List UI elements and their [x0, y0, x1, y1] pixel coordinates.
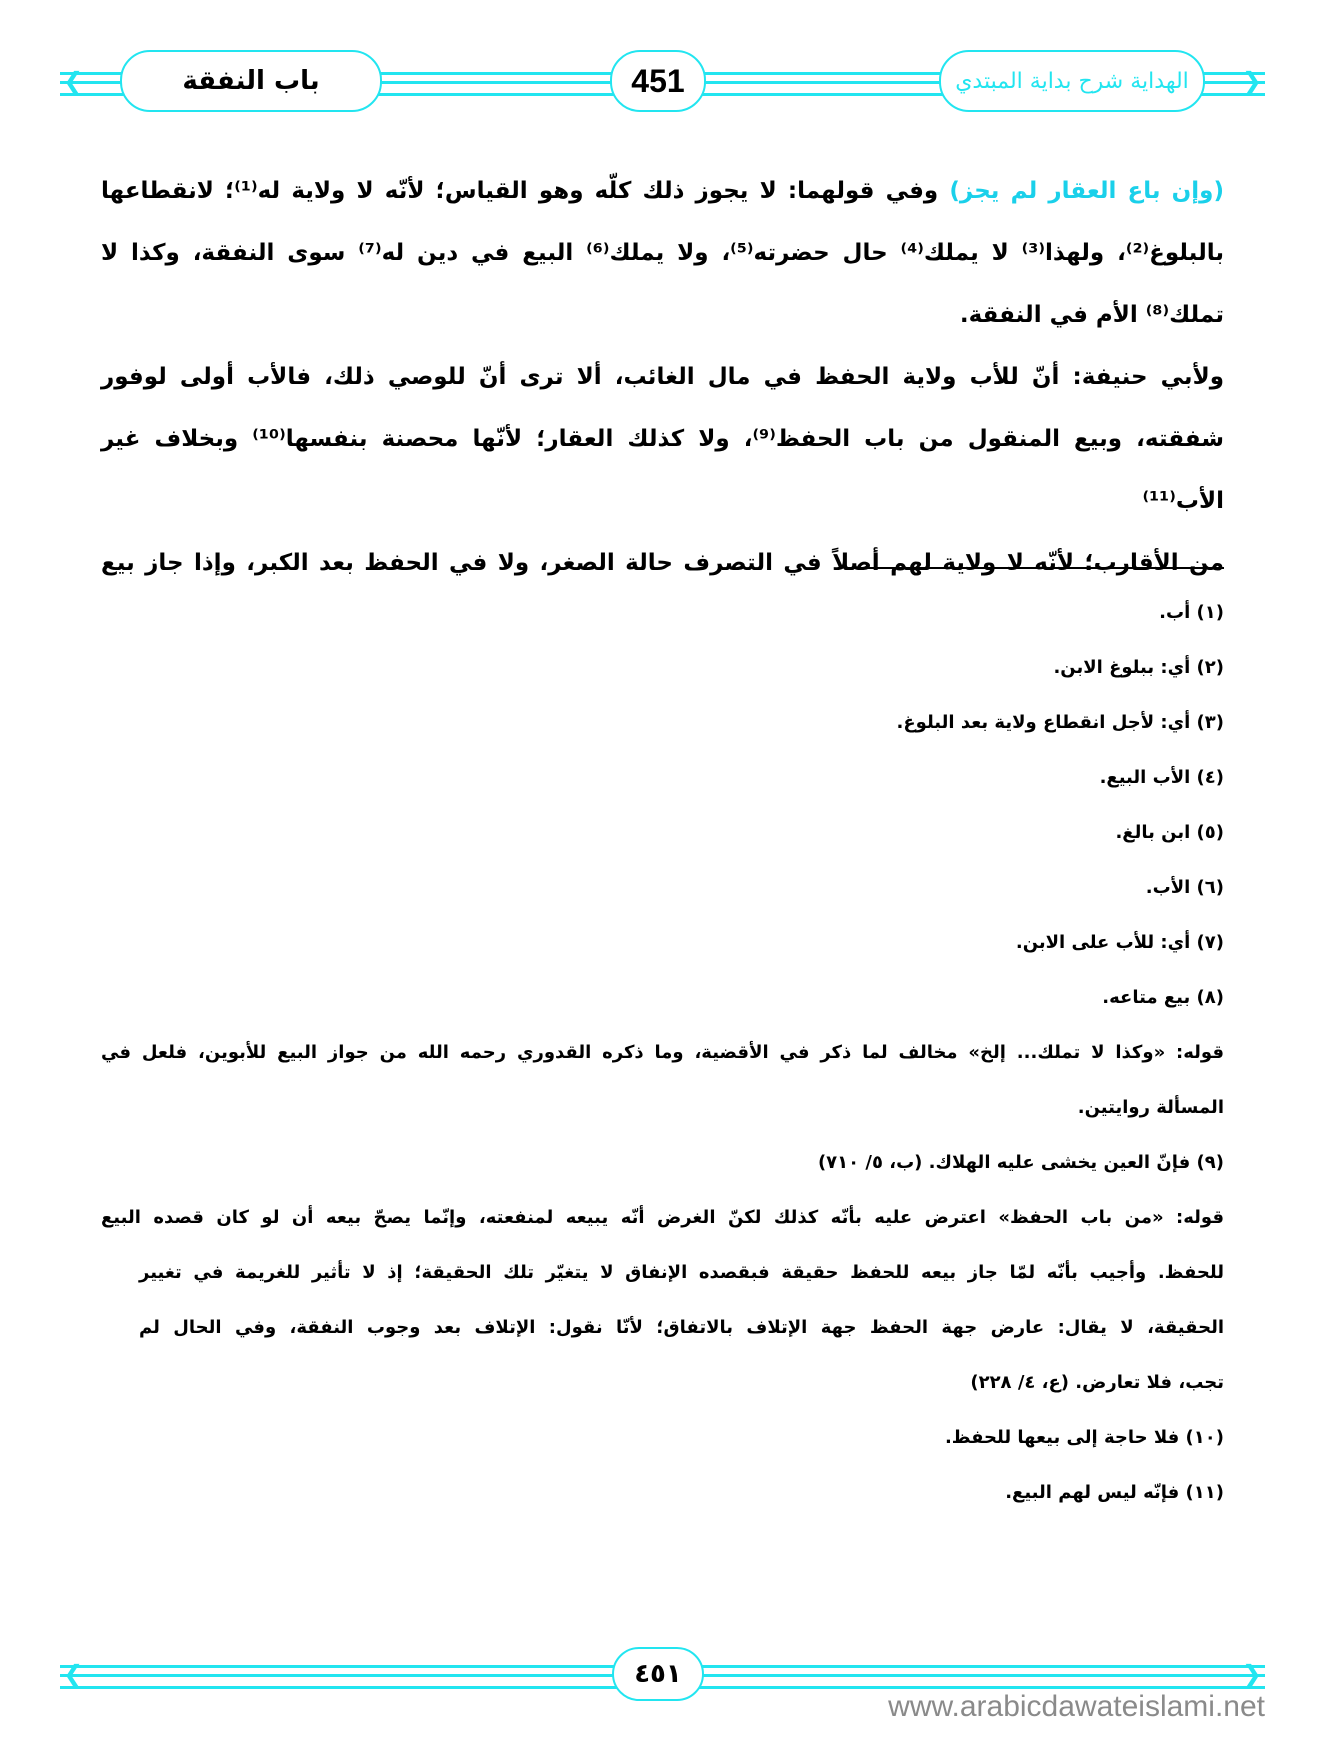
- ornament-icon: ❮: [62, 1660, 84, 1688]
- chapter-title-box: [120, 50, 382, 112]
- chapter-title: باب النفقة: [182, 66, 320, 96]
- page-header: [60, 50, 1265, 112]
- book-title-box: [939, 50, 1205, 112]
- footnote-line: قوله: «وكذا لا تملك... إلخ» مخالف لما ذكر في الأقضية، وما ذكره القدوري رحمه الله من جواز البيع للأبوين، فلعل في: [101, 1042, 1224, 1063]
- book-title: الهداية شرح بداية المبتدي: [955, 68, 1189, 94]
- ornament-icon: ❯: [1241, 67, 1263, 95]
- footnote-line: للحفظ. وأجيب بأنّه لمّا جاز بيعه للحفظ حقيقة فبقصده الإنفاق لا يتغيّر تلك الحقيقة؛ إذ لا تأثير للغريمة في تغيير: [139, 1262, 1224, 1283]
- footnote-line: (١١) فإنّه ليس لهم البيع.: [1005, 1482, 1224, 1503]
- main-text-span: وفي قولهما: لا يجوز ذلك كلّه وهو القياس؛ لأنّه لا ولاية له⁽¹⁾؛ لانقطاعها: [101, 178, 950, 204]
- ornament-icon: ❯: [1241, 1660, 1263, 1688]
- footnote-line: (٦) الأب.: [1145, 877, 1224, 898]
- page-number-box: [610, 50, 706, 112]
- footnote-line: قوله: «من باب الحفظ» اعترض عليه بأنّه كذلك لكنّ الغرض أنّه يبيعه لمنفعته، وإنّما يصحّ بيعه أن لو كان قصده البيع: [101, 1207, 1224, 1228]
- main-text: [101, 160, 1224, 594]
- main-text-line: ولأبي حنيفة: أنّ للأب ولاية الحفظ في مال الغائب، ألا ترى أنّ للوصي ذلك، فالأب أولى لوفور: [101, 364, 1224, 390]
- website-url: www.arabicdawateislami.net: [888, 1690, 1265, 1723]
- footnote-line: الحقيقة، لا يقال: عارض جهة الحفظ جهة الإتلاف بالاتفاق؛ لأنّا نقول: الإتلاف بعد وجوب النفقة، وفي الحال لم: [139, 1317, 1224, 1338]
- ornament-icon: ❮: [62, 67, 84, 95]
- footnote-line: (٥) ابن بالغ.: [1115, 822, 1224, 843]
- page-number: 451: [631, 62, 685, 99]
- main-text-line: شفقته، وبيع المنقول من باب الحفظ⁽⁹⁾، ولا كذلك العقار؛ لأنّها محصنة بنفسها⁽¹⁰⁾ وبخلاف غير الأب⁽¹¹⁾: [101, 426, 1224, 514]
- matn-highlight: (وإن باع العقار لم يجز): [949, 178, 1224, 204]
- footer-page-number: ٤٥١: [634, 1659, 682, 1689]
- footnote-line: تجب، فلا تعارض. (ع، ٤/ ٢٢٨): [970, 1372, 1224, 1393]
- main-text-line: تملك⁽⁸⁾ الأم في النفقة.: [959, 302, 1224, 328]
- footnote-line: (١٠) فلا حاجة إلى بيعها للحفظ.: [944, 1427, 1224, 1448]
- footnote-line: (٢) أي: ببلوغ الابن.: [1053, 657, 1224, 678]
- footnote-divider: [848, 567, 1224, 569]
- footnote-line: (١) أب.: [1159, 602, 1224, 623]
- footnote-line: (٧) أي: للأب على الابن.: [1015, 932, 1224, 953]
- footnote-line: (٤) الأب البيع.: [1099, 767, 1224, 788]
- footer-page-number-box: [612, 1647, 704, 1701]
- footnote-line: (٣) أي: لأجل انقطاع ولاية بعد البلوغ.: [896, 712, 1224, 733]
- main-text-line: بالبلوغ⁽²⁾، ولهذا⁽³⁾ لا يملك⁽⁴⁾ حال حضرته⁽⁵⁾، ولا يملك⁽⁶⁾ البيع في دين له⁽⁷⁾ سوى النفقة، وكذا لا: [101, 240, 1224, 266]
- footnote-line: (٨) بيع متاعه.: [1102, 987, 1224, 1008]
- footnote-line: المسألة روايتين.: [1077, 1097, 1224, 1118]
- main-text-line: من الأقارب؛ لأنّه لا ولاية لهم أصلاً في التصرف حالة الصغر، ولا في الحفظ بعد الكبر، وإذا جاز بيع: [101, 550, 1224, 576]
- footnote-line: (٩) فإنّ العين يخشى عليه الهلاك. (ب، ٥/ ٧١٠): [817, 1152, 1224, 1173]
- main-text-line: [101, 160, 1224, 222]
- footnotes: [101, 585, 1224, 1520]
